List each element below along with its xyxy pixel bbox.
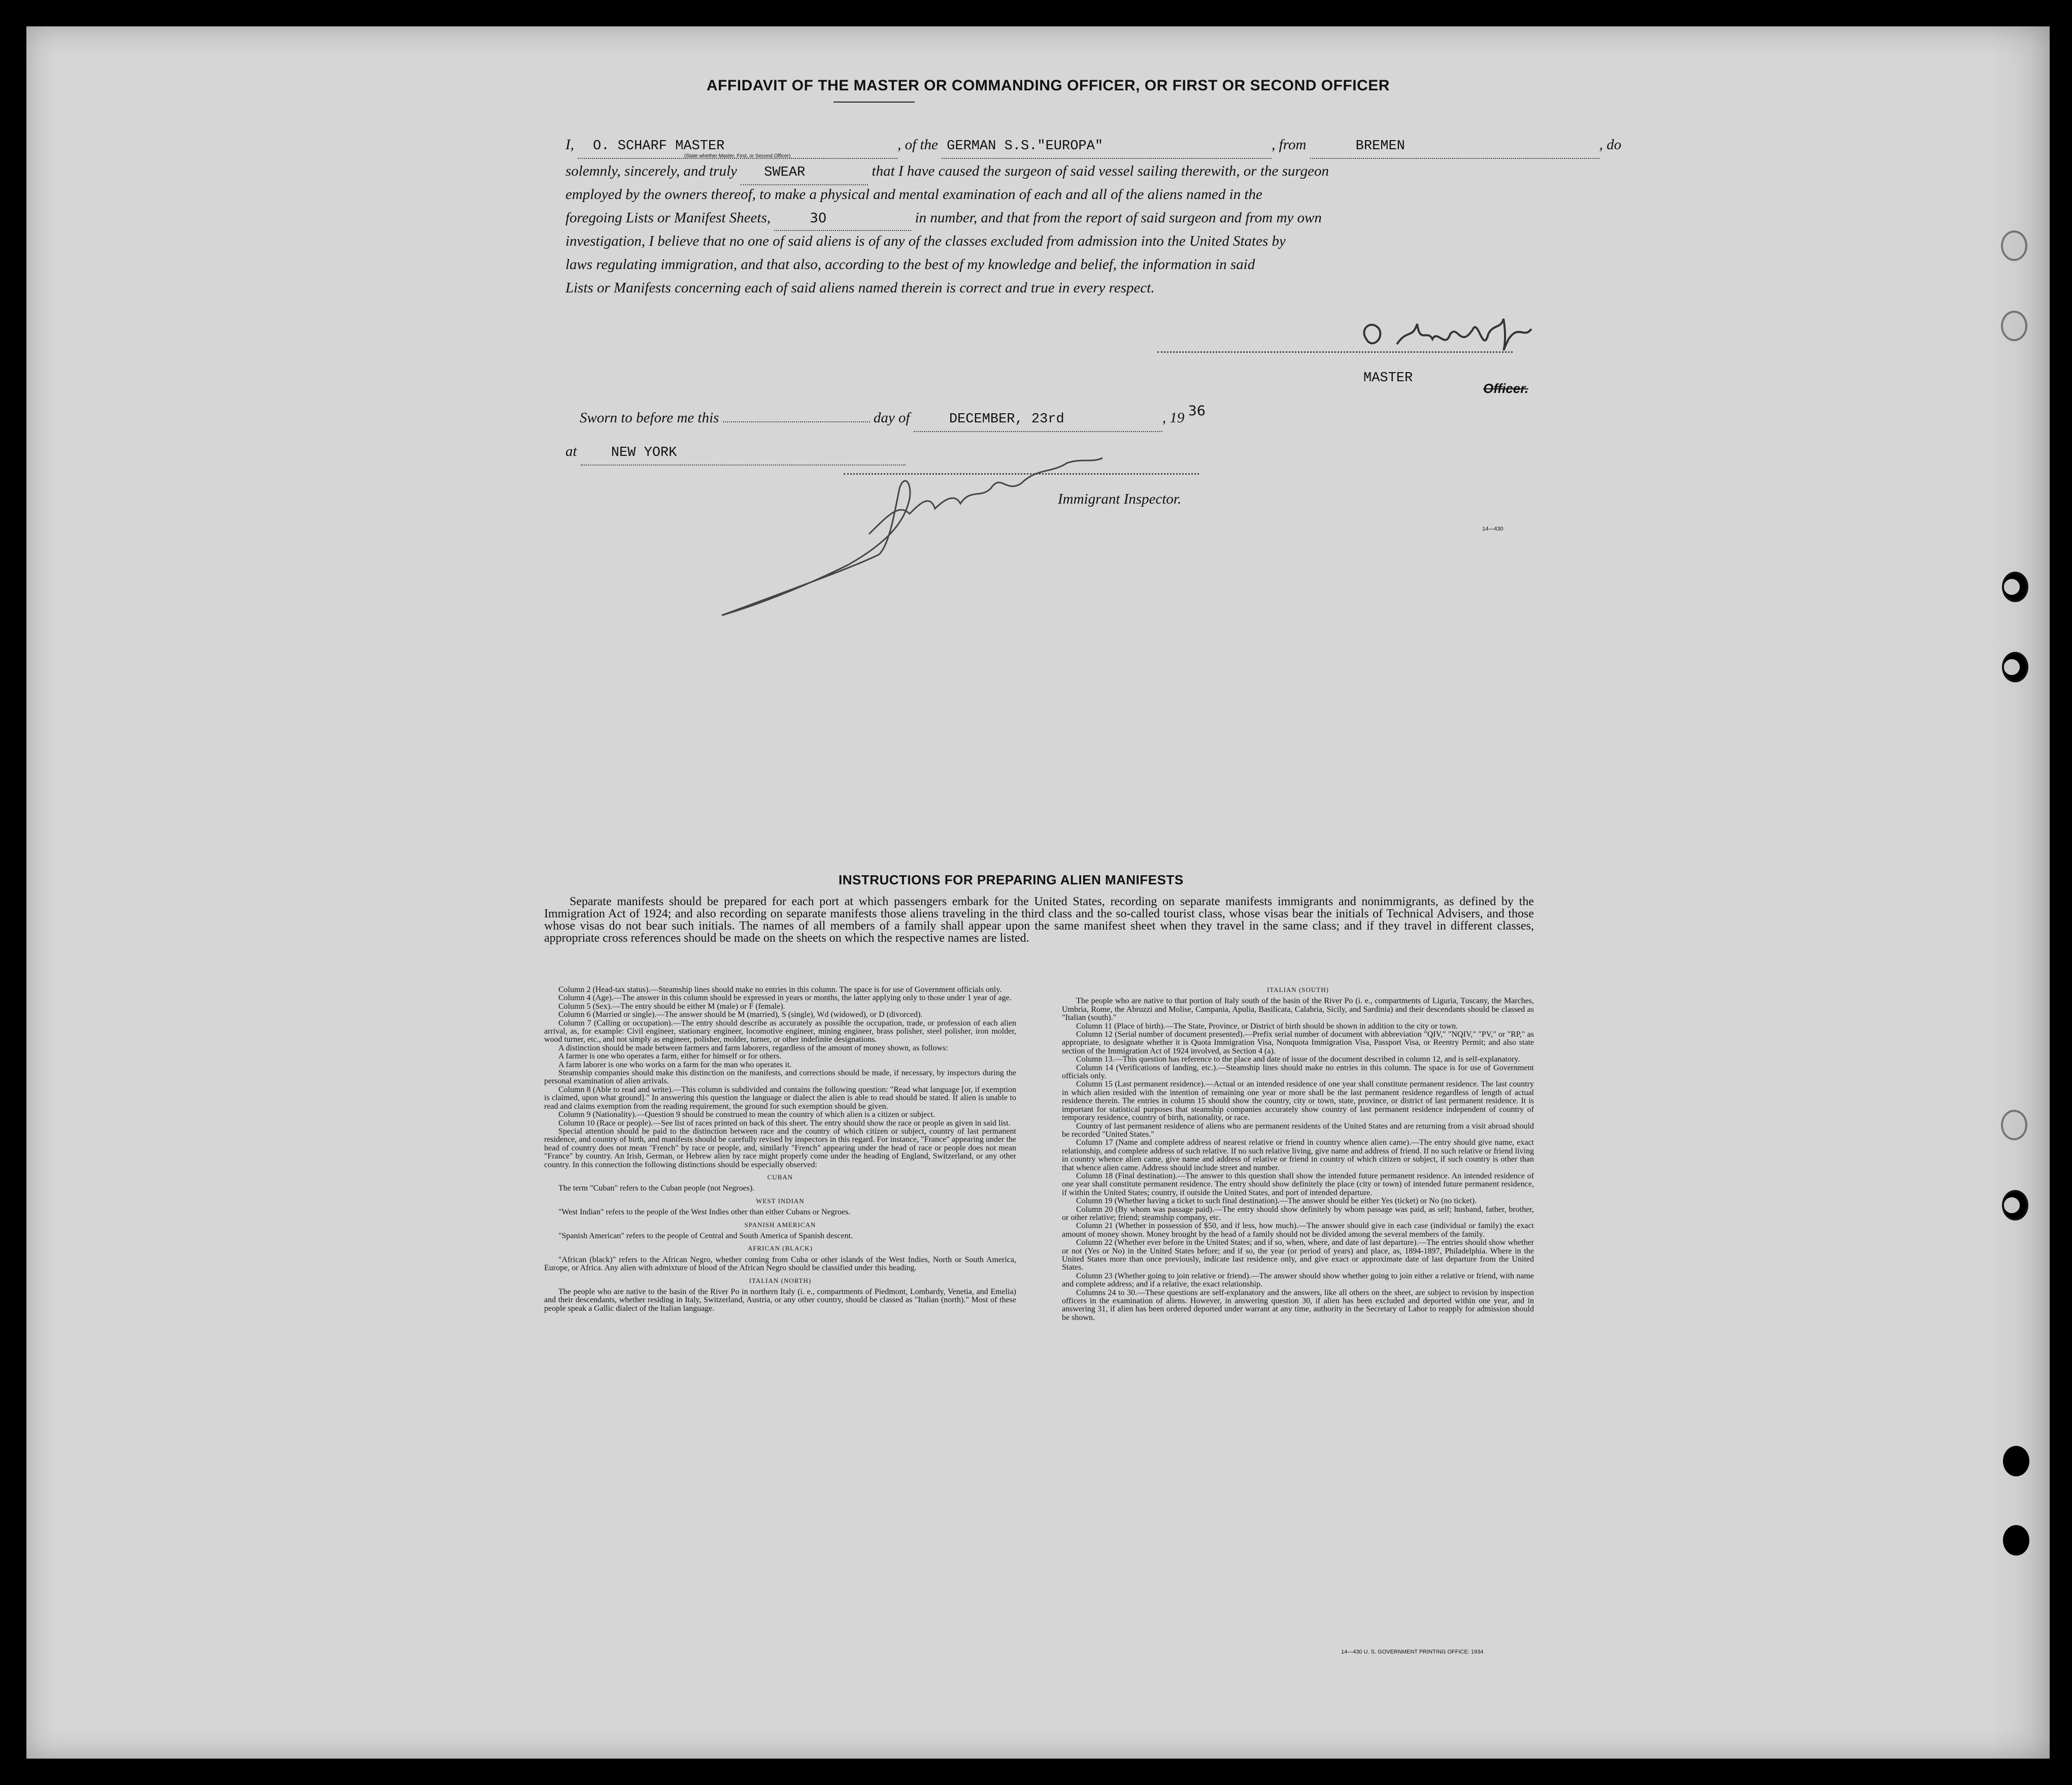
officer-struck: Officer. [1483, 381, 1529, 396]
binder-hole [2001, 311, 2027, 341]
port-field: BREMEN [1310, 135, 1599, 159]
sworn-line [580, 403, 1206, 432]
instruction-paragraph: Column 14 (Verifications of landing, etc.).—Steamship lines should make no entries in this column. The space is for use of Government officials only. [1062, 1063, 1534, 1081]
section-heading: ITALIAN (NORTH) [749, 1276, 812, 1284]
instruction-paragraph: Column 21 (Whether in possession of $50, and if less, how much).—The answer should give in each case (individual or family) the exact amount of money shown. Money brought by the head of a family should not be divided among the several members of the family. [1062, 1221, 1534, 1239]
instruction-paragraph: Column 8 (Able to read and write).—This column is subdivided and contains the following question: "Read what language [or, if exemption is claimed, upon what ground]." In answering this question the language or dialect the alien is able to read should be stated. If alien is unable to read and claims exemption from the reading requirement, the ground for such exemption should be given. [544, 1085, 1016, 1111]
of-the-label: , of the [897, 137, 938, 153]
instruction-paragraph: "Spanish American" refers to the people of Central and South America of Spanish descent. [558, 1231, 853, 1240]
instruction-paragraph: "African (black)" refers to the African Negro, whether coming from Cuba or other islands of the West Indies, North or South America, Europe, or Africa. Any alien with admixture of blood of the African Negro should be classified under this heading. [544, 1255, 1016, 1273]
section-heading: WEST INDIAN [756, 1197, 805, 1205]
affidavit-line-6: laws regulating immigration, and that also, according to the best of my knowledge and belief, the information in said [565, 256, 1255, 273]
form-number: 14—430 [1482, 526, 1503, 532]
instruction-paragraph: A farmer is one who operates a farm, either for himself or for others. [558, 1052, 782, 1061]
instruction-paragraph: Column 23 (Whether going to join relative or friend).—The answer should show whether going to join either a relative or friend, with name and complete address; and if a relative, the exact relationship. [1062, 1271, 1534, 1289]
affidavit-line-5: investigation, I believe that no one of said aliens is of any of the classes excluded from admission into the United States by [565, 233, 1286, 249]
do-label: , do [1599, 137, 1622, 153]
at-label: at [565, 443, 577, 459]
printing-footer: 14—430 U. S. GOVERNMENT PRINTING OFFICE: 1934 [1341, 1649, 1484, 1655]
signer-title: MASTER [1363, 371, 1413, 386]
sheets-count-field: 30 [774, 207, 911, 231]
date-field: DECEMBER, 23rd [914, 408, 1162, 432]
instruction-paragraph: Column 6 (Married or single).—The answer should be M (married), S (single), Wd (widowed), or D (divorced). [558, 1010, 923, 1019]
instructions-intro: Separate manifests should be prepared for each port at which passengers embark for the United States, recording on separate manifests immigrants and nonimmigrants, as defined by the Immigration Act of 1924; and also recording on separate manifests those aliens traveling in the third class and the so-called tourist class, whose visas bear the initials of Technical Advisers, and those whose visas do not bear such initials. The names of all members of a family shall appear upon the same manifest sheet when they travel in the same class; and if they travel in different classes, appropriate cross references should be made on the sheets on which the respective names are listed. [544, 895, 1534, 945]
instruction-paragraph: Column 19 (Whether having a ticket to such final destination).—The answer should be either Yes (ticket) or No (no ticket). [1076, 1197, 1477, 1206]
instruction-paragraph: Column 10 (Race or people).—See list of races printed on back of this sheet. The entry should show the race or people as given in said list. [558, 1118, 1011, 1128]
instruction-paragraph: A farm laborer is one who works on a farm for the man who operates it. [558, 1060, 792, 1069]
instruction-paragraph: "West Indian" refers to the people of the West Indies other than either Cubans or Negroes. [558, 1208, 851, 1217]
instruction-paragraph: Column 9 (Nationality).—Question 9 should be construed to mean the country of which alien is a citizen or subject. [558, 1110, 935, 1119]
binder-hole [2002, 572, 2028, 602]
instruction-paragraph: Column 13.—This question has reference to the place and date of issue of the document described in column 12, and is self-explanatory. [1076, 1055, 1520, 1064]
instruction-paragraph: Column 17 (Name and complete address of nearest relative or friend in country whence alien came).—The entry should give name, exact relationship, and complete address of such relative. If no such relative living, give name and address of friend. If no such relative or friend living in country whence alien came, give name and address of relative or friend in country of which citizen or subject, if such country is other than that whence alien came. Address should include street and number. [1062, 1138, 1534, 1172]
instruction-paragraph: Column 22 (Whether ever before in the United States; and if so, when, where, and date of last departure).—The entries should show whether or not (Yes or No) in the United States before; and if so, the year (or period of years) and place, as, 1894-1897, Philadelphia. Where in the United States more than once previously, indicate last residence only, and give exact or approximate date of last departure from the United States. [1062, 1238, 1534, 1272]
section-heading: AFRICAN (BLACK) [747, 1244, 813, 1252]
instruction-paragraph: Column 18 (Final destination).—The answer to this question shall show the intended future permanent residence. An intended residence of one year shall constitute permanent residence. The entry should show definitely the place (city or town) of intended future permanent residence, if within the United States; country, if outside the United States, and port of intended departure. [1062, 1171, 1534, 1197]
title-rule [833, 102, 915, 103]
instruction-paragraph: Column 5 (Sex).—The entry should be either M (male) or F (female). [558, 1002, 785, 1011]
binder-hole [2003, 1525, 2029, 1556]
instruction-paragraph: The term "Cuban" refers to the Cuban people (not Negroes). [558, 1184, 755, 1193]
instructions-right-column [1062, 986, 1534, 1322]
section-heading: ITALIAN (SOUTH) [1267, 986, 1329, 994]
master-signature [1356, 309, 1569, 365]
day-of-label: day of [873, 410, 910, 426]
binder-hole [2001, 230, 2027, 261]
inspector-signature [717, 453, 1250, 620]
section-heading: CUBAN [767, 1173, 793, 1181]
master-name-field: O. SCHARF MASTER [578, 135, 897, 159]
instruction-paragraph: Steamship companies should make this distinction on the manifests, and corrections should be made, if necessary, by inspectors during the personal examination of alien arrivals. [544, 1069, 1016, 1086]
instruction-paragraph: Column 12 (Serial number of document presented).—Prefix serial number of document with abbreviation "QIV," "NQIV," "PV," or "RP," as appropriate, to designate whether it is Quota Immigration Visa, Nonquota Immigration Visa, Passport Visa, or Reentry Permit; and also state section of the Immigration Act of 1924 involved, as Section 4 (a). [1062, 1030, 1534, 1055]
instruction-paragraph: The people who are native to the basin of the River Po in northern Italy (i. e., compartments of Piedmont, Lombardy, Venetia, and Emelia) and their descendants, whether residing in Italy, Switzerland, Austria, or any other country, should be classed as "Italian (north)." Most of these people speak a Gallic dialect of the Italian language. [544, 1287, 1016, 1313]
i-label: I, [565, 137, 574, 153]
binder-hole [2003, 1446, 2029, 1476]
affidavit-title: AFFIDAVIT OF THE MASTER OR COMMANDING OFFICER, OR FIRST OR SECOND OFFICER [707, 77, 1390, 94]
instruction-paragraph: The people who are native to that portion of Italy south of the basin of the River Po (i. e., compartments of Liguria, Tuscany, the Marches, Umbria, Rome, the Abruzzi and Molise, Campania, Apulia, Basilicata, Calabria, Sicily, and Sardinia) and their descendants should be classed as "Italian (south)." [1062, 997, 1534, 1022]
instruction-paragraph: Column 2 (Head-tax status).—Steamship lines should make no entries in this column. The space is for use of Government officials only. [558, 985, 1002, 994]
instructions-left-column [544, 986, 1016, 1313]
place-field: NEW YORK [581, 441, 906, 466]
affidavit-line-7: Lists or Manifests concerning each of said aliens named therein is correct and true in every respect. [565, 280, 1155, 296]
from-label: , from [1272, 137, 1307, 153]
section-heading: SPANISH AMERICAN [744, 1220, 816, 1229]
line2-prefix: solemnly, sincerely, and truly [565, 163, 738, 179]
instructions-title: INSTRUCTIONS FOR PREPARING ALIEN MANIFESTS [839, 872, 1184, 887]
instruction-paragraph: Column 4 (Age).—The answer in this column should be expressed in years or months, the latter applying only to those under 1 year of age. [558, 994, 1012, 1003]
oath-field: SWEAR [741, 161, 868, 185]
instruction-paragraph: Column 11 (Place of birth).—The State, Province, or District of birth should be shown in addition to the city or town. [1076, 1021, 1458, 1031]
vessel-name-field: GERMAN S.S."EUROPA" [942, 135, 1272, 159]
binder-hole [2001, 1110, 2027, 1140]
affidavit-line-2 [565, 159, 1329, 185]
line4-prefix: foregoing Lists or Manifest Sheets, [565, 210, 771, 226]
affidavit-line-3: employed by the owners thereof, to make a physical and mental examination of each and all of the aliens named in the [565, 186, 1262, 203]
instruction-paragraph: A distinction should be made between farmers and farm laborers, regardless of the amount of money shown, as follows: [558, 1043, 948, 1052]
sworn-label: Sworn to before me this [580, 410, 719, 426]
year-field: 36 [1188, 403, 1206, 419]
affidavit-line-4 [565, 206, 1322, 231]
instruction-paragraph: Column 15 (Last permanent residence).—Actual or an intended residence of one year shall constitute permanent residence. The last country in which alien resided with the intention of remaining one year or more shall be the last permanent residence regardless of length of actual residence therein. The entries in column 15 should show the country, city or town, state, province, or district of last permanent residence. It is important for statistical purposes that steamship companies accurately show country of last permanent residence independent of country of temporary residence, country of birth, nationality, or race. [1062, 1080, 1534, 1122]
instruction-paragraph: Column 7 (Calling or occupation).—The entry should describe as accurately as possible the occupation, trade, or profession of each alien arrival, as, for example: Civil engineer, stationary engineer, locomotive engineer, mining engineer, brass polisher, steel polisher, iron molder, wood turner, etc., and not simply as engineer, polisher, molder, turner, or other indefinite designations. [544, 1018, 1016, 1044]
line4-suffix: in number, and that from the report of said surgeon and from my own [915, 210, 1322, 226]
instruction-paragraph: Column 20 (By whom was passage paid).—The entry should show definitely by whom passage was paid, as self; husband, father, brother, or other relative; friend; steamship company, etc. [1062, 1205, 1534, 1222]
day-field [723, 421, 870, 422]
rank-note: (State whether Master, First, or Second Officer) [684, 153, 791, 159]
binder-hole [2002, 1190, 2028, 1220]
binder-hole [2002, 652, 2028, 682]
instruction-paragraph: Country of last permanent residence of aliens who are permanent residents of the United States and are returning from a visit abroad should be recorded "United States." [1062, 1121, 1534, 1139]
inspector-label: Immigrant Inspector. [1058, 491, 1182, 507]
manifest-sheet [26, 26, 2050, 1759]
instruction-paragraph: Special attention should be paid to the distinction between race and the country of which citizen or subject, country of last permanent residence, and country of birth, and manifests should be carefully revised by inspectors in this regard. For instance, "France" appearing under the head of country does not mean "French" by race or people, and, similarly "French" appearing under the head of race or people does not mean "France" by country. An Irish, German, or Hebrew alien by race might properly come under the heading of England, Switzerland, or any other country. In this connection the following distinctions should be especially observed: [544, 1127, 1016, 1169]
year-prefix: , 19 [1162, 410, 1185, 426]
line2-suffix: that I have caused the surgeon of said vessel sailing therewith, or the surgeon [872, 163, 1329, 179]
instruction-paragraph: Columns 24 to 30.—These questions are self-explanatory and the answers, like all others on the sheet, are subject to revision by inspection officers in the examination of aliens. However, in answering question 30, if alien has been excluded and deported within one year, and in answering 31, if alien has been ordered deported under warrant at any time, authority in the Secretary of Labor to reapply for admission should be shown. [1062, 1288, 1534, 1322]
